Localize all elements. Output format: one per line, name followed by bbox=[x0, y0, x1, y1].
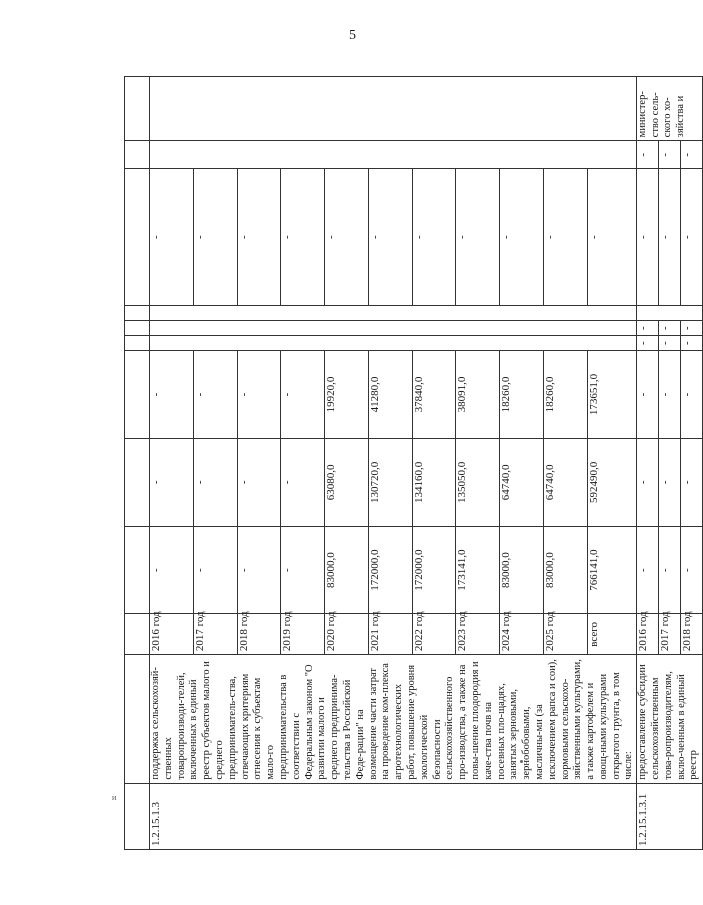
cell-total: - bbox=[150, 526, 194, 614]
cell-regional: 134160,0 bbox=[412, 438, 456, 526]
cell-indicator: - bbox=[325, 169, 369, 306]
cell-indicator: - bbox=[368, 169, 412, 306]
cell-description: предоставление субсидии сельскохозяйственным това-ропроизводителям, вклю-ченным в единый реестр bbox=[637, 655, 703, 783]
cell-federal: 173651,0 bbox=[587, 351, 637, 439]
cell-code: 1.2.15.1.3.1 bbox=[637, 783, 703, 849]
cell-regional: 135050,0 bbox=[456, 438, 500, 526]
cell-total: 83000,0 bbox=[543, 526, 587, 614]
cell-description bbox=[125, 655, 150, 783]
cell-indicator: - bbox=[193, 169, 237, 306]
cell-indicator: - bbox=[500, 169, 544, 306]
cell-year: 2024 год bbox=[500, 614, 544, 655]
cell-year bbox=[125, 614, 150, 655]
cell-year: всего bbox=[587, 614, 637, 655]
cell-indicator: - bbox=[659, 169, 681, 306]
cell-year: 2018 год bbox=[681, 614, 703, 655]
cell-federal: - bbox=[237, 351, 281, 439]
cell-extra: - bbox=[681, 141, 703, 169]
cell-year: 2017 год bbox=[193, 614, 237, 655]
cell-total: - bbox=[237, 526, 281, 614]
cell-narrow-2 bbox=[150, 321, 637, 336]
cell-total: - bbox=[193, 526, 237, 614]
cell-narrow-2 bbox=[125, 321, 150, 336]
cell-year: 2016 год bbox=[150, 614, 194, 655]
cell-indicator: - bbox=[281, 169, 325, 306]
cell-regional: - bbox=[237, 438, 281, 526]
cell-extra bbox=[125, 141, 150, 169]
cell-total: - bbox=[681, 526, 703, 614]
cell-total: 766141,0 bbox=[587, 526, 637, 614]
cell-total: 172000,0 bbox=[412, 526, 456, 614]
cell-total: 172000,0 bbox=[368, 526, 412, 614]
cell-executor bbox=[125, 77, 150, 141]
cell-total: 173141,0 bbox=[456, 526, 500, 614]
cell-federal: - bbox=[659, 351, 681, 439]
table-row bbox=[150, 77, 194, 850]
cell-narrow-1: - bbox=[681, 336, 703, 351]
cell-federal: - bbox=[681, 351, 703, 439]
cell-indicator: - bbox=[637, 169, 659, 306]
cell-indicator: - bbox=[237, 169, 281, 306]
cell-extra: - bbox=[659, 141, 681, 169]
cell-regional: 64740,0 bbox=[543, 438, 587, 526]
cell-narrow-1 bbox=[150, 336, 637, 351]
cell-federal: 18260,0 bbox=[543, 351, 587, 439]
cell-total: - bbox=[281, 526, 325, 614]
cell-regional: - bbox=[150, 438, 194, 526]
cell-indicator: - bbox=[681, 169, 703, 306]
cell-narrow-1: - bbox=[637, 336, 659, 351]
cell-description: поддержка сельскохозяй-ственных товаропроизводи-телей, включенных в единый реестр субъектов малого и среднего предприниматель-ства, отвечающих критериям отнесения к субъектам мало-го предпринимательства в соответствии с Федеральным законом "О развитии малого и среднего предпринима-тельства в Российской Феде-рации" на возмещение части затрат на проведение ком-плекса агротехнологических работ, повышение уровня экологической безопасности сельскохозяйственного про-изводства, а также на повы-шение плодородия и каче-ства почв на посевных пло-щадях, занятых зерновыми, зернобобовыми, масличны-ми (за исключением рапса и сои), кормовыми сельскохо-зяйственными культурами, а также картофелем и овощ-ными культурами открытого грунта, в том числе: bbox=[150, 655, 637, 783]
cell-year: 2016 год bbox=[637, 614, 659, 655]
cell-federal bbox=[125, 351, 150, 439]
cell-narrow-1: - bbox=[659, 336, 681, 351]
cell-total: 83000,0 bbox=[325, 526, 369, 614]
cell-narrow-2: - bbox=[681, 321, 703, 336]
cell-federal: 37840,0 bbox=[412, 351, 456, 439]
cell-regional: 63080,0 bbox=[325, 438, 369, 526]
scan-mark: и bbox=[112, 793, 117, 802]
cell-total bbox=[125, 526, 150, 614]
table-row bbox=[637, 77, 659, 850]
cell-year: 2022 год bbox=[412, 614, 456, 655]
cell-executor bbox=[150, 77, 637, 141]
cell-code bbox=[125, 783, 150, 849]
cell-year: 2023 год bbox=[456, 614, 500, 655]
cell-executor: министер-ство сель-ского хо-зяйства и bbox=[637, 77, 703, 141]
table-body bbox=[125, 77, 703, 850]
cell-narrow-2: - bbox=[637, 321, 659, 336]
cell-regional: - bbox=[659, 438, 681, 526]
cell-indicator: - bbox=[150, 169, 194, 306]
cell-narrow-3 bbox=[125, 306, 150, 321]
cell-regional: - bbox=[281, 438, 325, 526]
cell-regional: - bbox=[681, 438, 703, 526]
cell-year: 2021 год bbox=[368, 614, 412, 655]
cell-federal: 18260,0 bbox=[500, 351, 544, 439]
cell-year: 2017 год bbox=[659, 614, 681, 655]
cell-regional: 130720,0 bbox=[368, 438, 412, 526]
cell-narrow-3 bbox=[150, 306, 637, 321]
cell-indicator bbox=[125, 169, 150, 306]
cell-federal: - bbox=[193, 351, 237, 439]
page-number: 5 bbox=[349, 28, 356, 43]
cell-regional: - bbox=[637, 438, 659, 526]
cell-federal: 41280,0 bbox=[368, 351, 412, 439]
cell-indicator: - bbox=[543, 169, 587, 306]
cell-total: - bbox=[637, 526, 659, 614]
cell-federal: - bbox=[281, 351, 325, 439]
cell-indicator: - bbox=[456, 169, 500, 306]
table-viewport bbox=[124, 76, 700, 850]
program-measures-table bbox=[124, 76, 703, 850]
cell-federal: - bbox=[150, 351, 194, 439]
cell-total: - bbox=[659, 526, 681, 614]
cell-regional bbox=[125, 438, 150, 526]
cell-narrow-3 bbox=[637, 306, 703, 321]
rotated-table-container bbox=[124, 76, 700, 850]
cell-indicator: - bbox=[587, 169, 637, 306]
cell-narrow-1 bbox=[125, 336, 150, 351]
cell-federal: - bbox=[637, 351, 659, 439]
cell-total: 83000,0 bbox=[500, 526, 544, 614]
cell-extra: - bbox=[637, 141, 659, 169]
cell-indicator: - bbox=[412, 169, 456, 306]
cell-year: 2019 год bbox=[281, 614, 325, 655]
cell-year: 2025 год bbox=[543, 614, 587, 655]
cell-regional: - bbox=[193, 438, 237, 526]
cell-narrow-2: - bbox=[659, 321, 681, 336]
cell-code: 1.2.15.1.3 bbox=[150, 783, 637, 849]
table-row-header-blank bbox=[125, 77, 150, 850]
cell-federal: 19920,0 bbox=[325, 351, 369, 439]
cell-regional: 592490,0 bbox=[587, 438, 637, 526]
cell-extra bbox=[150, 141, 637, 169]
cell-regional: 64740,0 bbox=[500, 438, 544, 526]
cell-year: 2020 год bbox=[325, 614, 369, 655]
cell-federal: 38091,0 bbox=[456, 351, 500, 439]
cell-year: 2018 год bbox=[237, 614, 281, 655]
